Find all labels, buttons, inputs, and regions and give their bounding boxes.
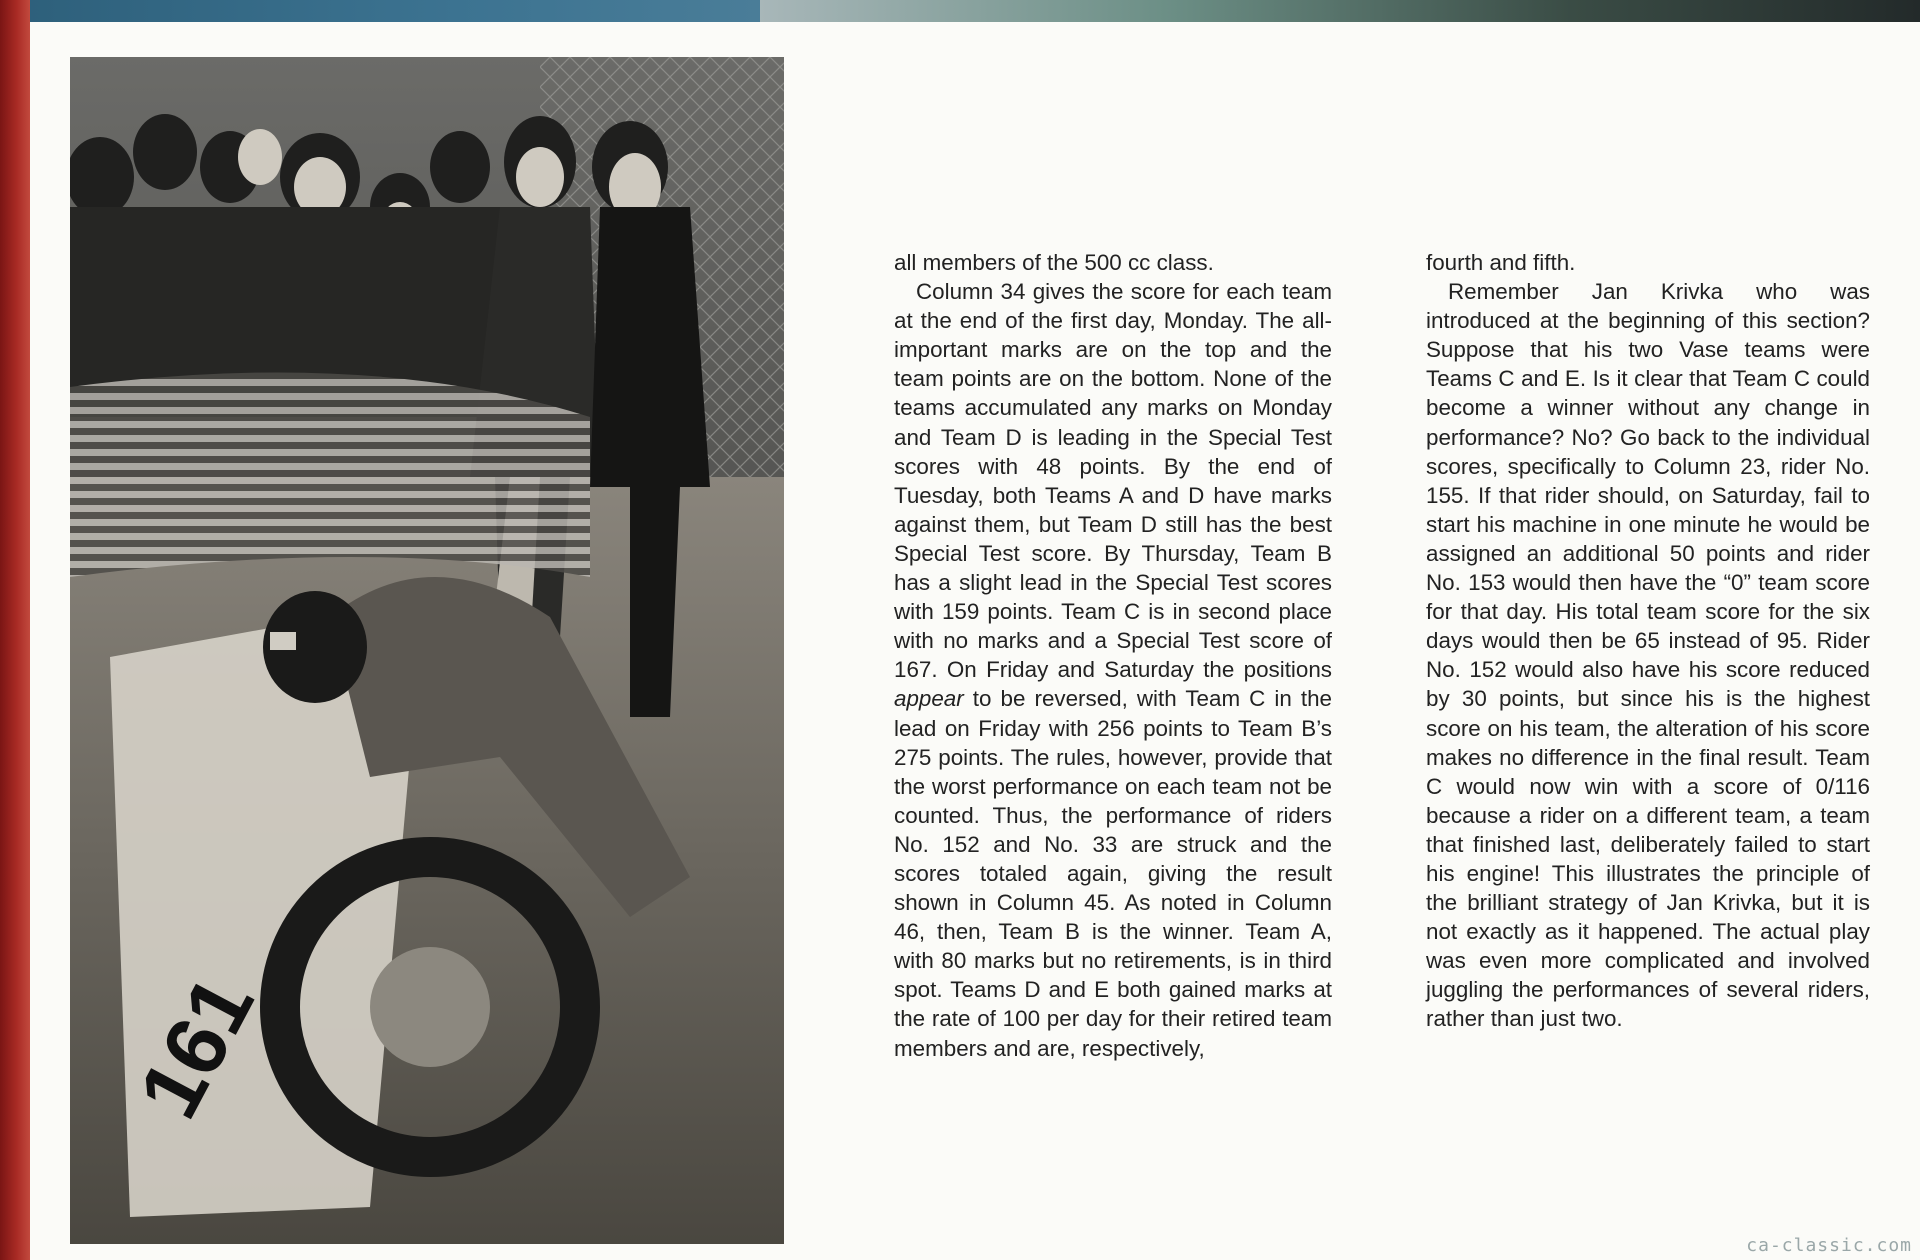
scan-edge-left [0,0,30,1260]
magazine-page [30,22,1920,1260]
article-paragraph: all members of the 500 cc class. [894,250,1214,275]
article-column-2 [1426,248,1870,1034]
watermark: ca-classic.com [1746,1235,1912,1256]
motorcycle-crowd-photo [70,57,784,1244]
article-paragraph: Column 34 gives the score for each team at the end of the first day, Monday. The all-important marks are on the top and the team points are on the bottom. None of the teams accumulated any marks on Monday and Team D is leading in the Special Test scores with 48 points. By the end of Tuesday, both Teams A and D have marks against them, but Team D still has the best Special Test score. By Thursday, Team B has a slight lead in the Special Test scores with 159 points. Team C is in second place with no marks and a Special Test score of 167. On Friday and Saturday the positions appear to be reversed, with Team C in the lead on Friday with 256 points to Team B’s 275 points. The rules, however, provide that the worst performance on each team not be counted. Thus, the performance of riders No. 152 and No. 33 are struck and the scores totaled again, giving the result shown in Column 45. As noted in Column 46, then, Team B is the winner. Team A, with 80 marks but no retirements, is in third spot. Teams D and E both gained marks at the rate of 100 per day for their retired team members and are, respectively, [894,279,1332,1061]
scan-edge-top-right [760,0,1920,22]
number-plate: 161 [120,961,273,1133]
article-paragraph: fourth and fifth. [1426,250,1576,275]
article-paragraph: Remember Jan Krivka who was introduced at the beginning of this section? Suppose that his two Vase teams were Teams C and E. Is it clear that Team C could become a winner without any change in performance? No? Go back to the individual scores, specifically to Column 23, rider No. 155. If that rider should, on Saturday, fail to start his machine in one minute he would be assigned an additional 50 points and rider No. 153 would then have the “0” team score for that day. His total team score for the six days would then be 65 instead of 95. Rider No. 152 would also have his score reduced by 30 points, but since his is the highest score on his team, the alteration of his score makes no difference in the final result. Team C would now win with a score of 0/116 because a rider on a different team, a team that finished last, deliberately failed to start his engine! This illustrates the principle of the brilliant strategy of Jan Krivka, but it is not exactly as it happened. The actual play was even more complicated and involved juggling the performances of several riders, rather than just two. [1426,279,1870,1032]
article-column-1 [894,248,1332,1063]
